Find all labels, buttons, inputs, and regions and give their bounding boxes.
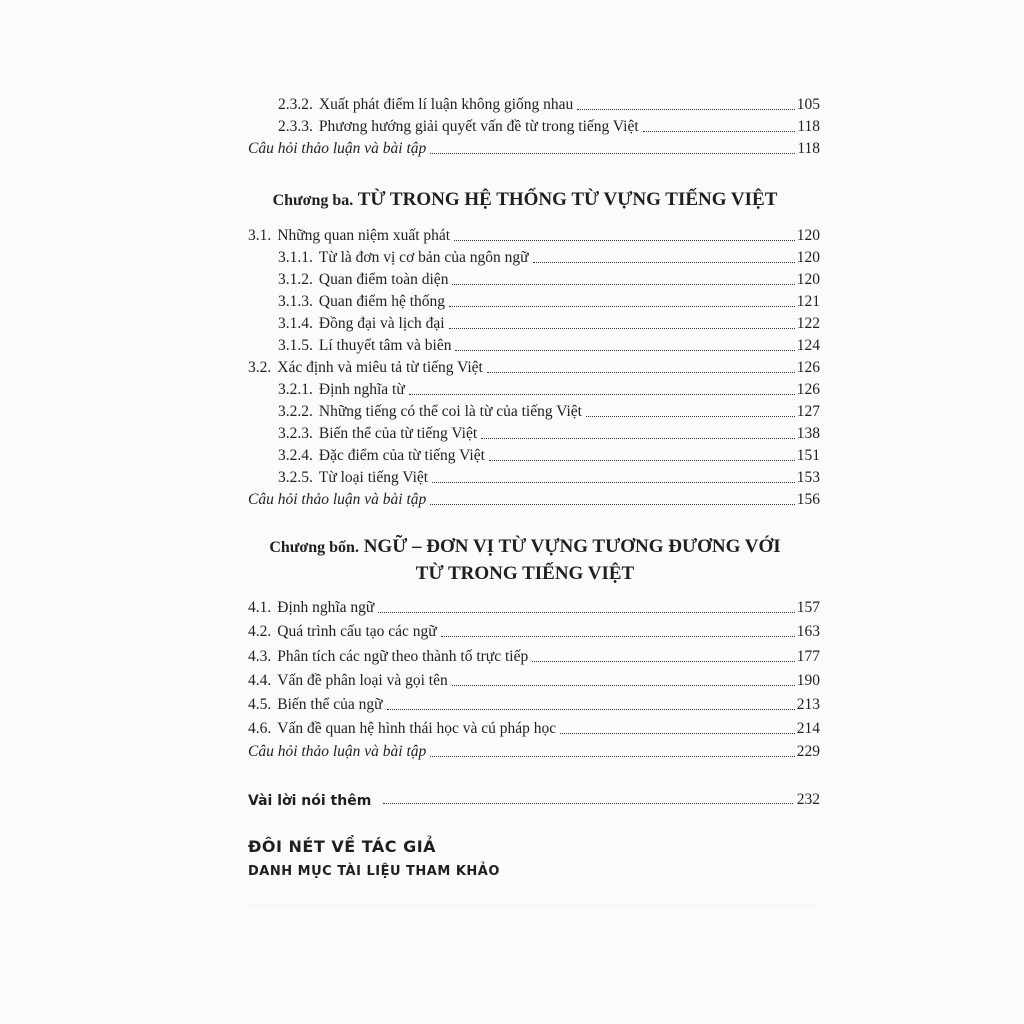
bibliography-heading: DANH MỤC TÀI LIỆU THAM KHẢO [248,864,500,879]
entry-title: Phân tích các ngữ theo thành tố trực tiếp [277,648,529,665]
afterword-entry: Vài lời nói thêm 232 [248,791,820,809]
section-number: 3.1. [248,227,272,244]
entry-title: Biến thể của ngữ [277,696,383,713]
leader-dots [560,733,795,734]
entry-title: Những tiếng có thể coi là từ của tiếng Việt [318,403,582,420]
section-number: 2.3.3. [278,118,313,135]
page-number: 124 [796,337,820,354]
toc-entry [278,377,820,399]
entry-title: Từ loại tiếng Việt [318,469,429,486]
page-number: 214 [796,720,820,737]
section-number: 4.5. [248,696,272,713]
leader-dots [378,612,794,613]
entry-title: Vấn đề phân loại và gọi tên [277,672,448,689]
leader-dots [452,685,795,686]
page-number: 151 [796,447,820,464]
page-number: 121 [796,293,820,310]
page-number: 126 [796,381,820,398]
page-number: 120 [796,249,820,266]
section-number: 3.1.5. [278,337,313,354]
entry-title: Phương hướng giải quyết vấn đề từ trong tiếng Việt [318,118,639,135]
entry-title: Lí thuyết tâm và biên [318,337,452,354]
section-number: 4.3. [248,648,272,665]
section-number: 3.2.4. [278,447,313,464]
page-number: 153 [796,469,820,486]
toc-entry [248,716,820,738]
toc-exercises-entry [248,136,820,158]
toc-entry [278,245,820,267]
section-number: 4.1. [248,599,272,616]
toc-entry [248,223,820,245]
toc-entry [278,267,820,289]
entry-title: Xuất phát điểm lí luận không giống nhau [318,96,574,113]
page-number: 213 [796,696,820,713]
toc-exercises-entry [248,487,820,509]
leader-dots [454,240,795,241]
toc-entry [248,619,820,641]
leader-dots [383,803,792,804]
section-number: 3.2.3. [278,425,313,442]
toc-entry [248,595,820,617]
toc-entry [278,311,820,333]
entry-title: Xác định và miêu tả từ tiếng Việt [277,359,483,376]
section-number: 4.2. [248,623,272,640]
section-number: 3.1.3. [278,293,313,310]
toc-entry [278,443,820,465]
page-number: 157 [796,599,820,616]
leader-dots [449,328,795,329]
entry-title: Định nghĩa từ [318,381,405,398]
leader-dots [455,350,794,351]
chapter-three-heading: Chương ba. TỪ TRONG HỆ THỐNG TỪ VỰNG TIẾNG VIỆT [272,189,778,210]
toc-entry [278,92,820,114]
page-number: 138 [796,425,820,442]
section-number: 3.2. [248,359,272,376]
section-number: 2.3.2. [278,96,313,113]
page-number: 120 [796,271,820,288]
entry-title: Vấn đề quan hệ hình thái học và cú pháp học [277,720,557,737]
leader-dots [449,306,795,307]
page-number: 156 [796,491,820,508]
leader-dots [533,262,795,263]
page-number: 127 [796,403,820,420]
toc-entry [248,692,820,714]
section-number: 3.2.1. [278,381,313,398]
leader-dots [430,504,795,505]
page-number: 122 [796,315,820,332]
page-number: 126 [796,359,820,376]
section-number: 4.4. [248,672,272,689]
leader-dots [489,460,795,461]
toc-entry [278,399,820,421]
toc-exercises-entry [248,739,820,761]
chapter-four-heading-line2: TỪ TRONG TIẾNG VIỆT [415,563,635,584]
leader-dots [432,482,795,483]
page-number: 118 [797,118,820,135]
entry-title: Câu hỏi thảo luận và bài tập [248,140,427,157]
leader-dots [430,756,795,757]
entry-title: Câu hỏi thảo luận và bài tập [248,491,427,508]
page-number: 120 [796,227,820,244]
toc-entry [278,289,820,311]
leader-dots [481,438,795,439]
entry-title: Những quan niệm xuất phát [277,227,451,244]
page-number: 229 [796,743,820,760]
toc-entry [278,465,820,487]
entry-title: Câu hỏi thảo luận và bài tập [248,743,427,760]
leader-dots [586,416,795,417]
entry-title: Quá trình cấu tạo các ngữ [277,623,437,640]
page-number: 163 [796,623,820,640]
page-number: 118 [797,140,820,157]
section-number: 3.2.2. [278,403,313,420]
show-through-marks [250,905,820,976]
entry-title: Đặc điểm của từ tiếng Việt [318,447,485,464]
section-number: 3.1.1. [278,249,313,266]
leader-dots [387,709,795,710]
section-number: 3.2.5. [278,469,313,486]
toc-entry [278,114,820,136]
toc-entry [278,421,820,443]
entry-title: Đồng đại và lịch đại [318,315,445,332]
leader-dots [643,131,796,132]
leader-dots [430,153,795,154]
page-number: 105 [796,96,820,113]
entry-title: Quan điểm hệ thống [318,293,446,310]
section-number: 4.6. [248,720,272,737]
section-number: 3.1.2. [278,271,313,288]
leader-dots [441,636,795,637]
toc-entry [248,668,820,690]
leader-dots [532,661,795,662]
leader-dots [452,284,794,285]
chapter-four-heading: Chương bốn. NGỮ – ĐƠN VỊ TỪ VỰNG TƯƠNG ĐƯƠNG VỚI [269,536,781,557]
page-number: 190 [796,672,820,689]
entry-title: Định nghĩa ngữ [277,599,375,616]
leader-dots [577,109,794,110]
author-heading: ĐÔI NÉT VỀ TÁC GIẢ [248,837,437,856]
toc-entry [278,333,820,355]
toc-entry [248,355,820,377]
leader-dots [409,394,795,395]
section-number: 3.1.4. [278,315,313,332]
entry-title: Quan điểm toàn diện [318,271,449,288]
page-number: 177 [796,648,820,665]
entry-title: Từ là đơn vị cơ bản của ngôn ngữ [318,249,529,266]
toc-entry [248,644,820,666]
entry-title: Biến thể của từ tiếng Việt [318,425,478,442]
leader-dots [487,372,795,373]
